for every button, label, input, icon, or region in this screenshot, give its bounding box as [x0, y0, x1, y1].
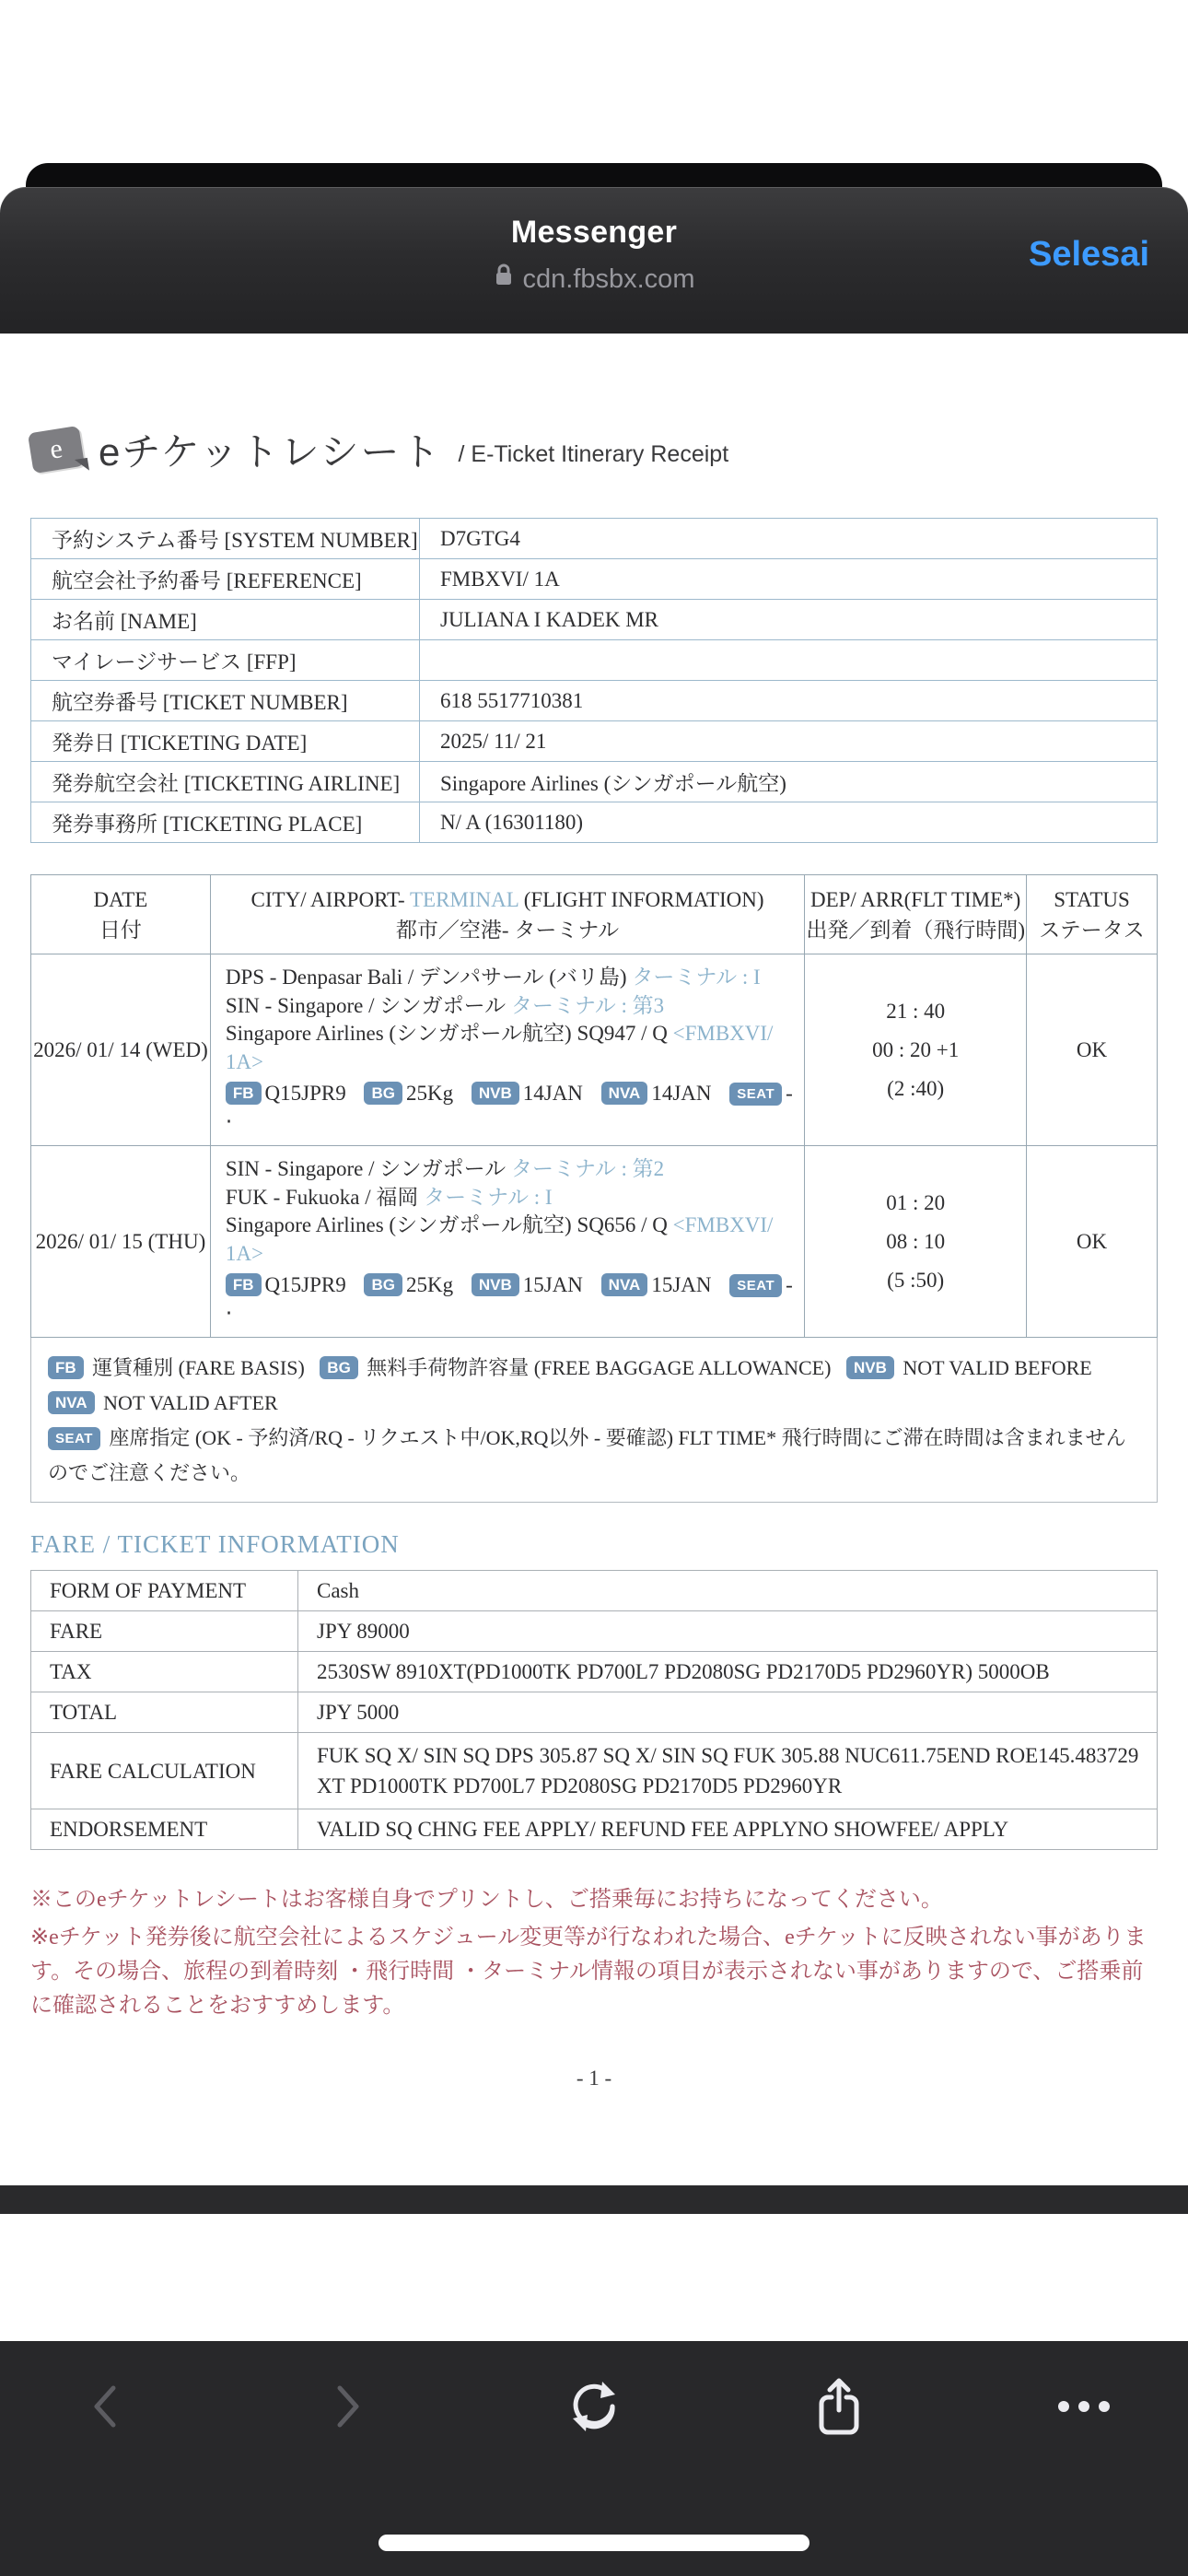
fare-badges: FB Q15JPR9 BG 25Kg NVB 14JAN NVA 14JAN SEAT - ⋅ [225, 1082, 793, 1133]
browser-title: Messenger [510, 215, 678, 250]
legend [30, 1338, 1158, 1503]
more-button[interactable] [1052, 2380, 1116, 2437]
status-badge: OK [1027, 1146, 1158, 1338]
flight-date: 2026/ 01/ 15 (THU) [31, 1146, 211, 1338]
note-line: ※このeチケットレシートはお客様自身でプリントし、ご搭乗毎にお持ちになってください。 [30, 1888, 943, 1912]
flight-details: SIN - Singapore / シンガポール ターミナル : 第2 FUK - Fukuoka / 福岡 ターミナル : I Singapore Airlines (シンガポール航空) SQ656 / Q <FMBXVI/ 1A> FB Q15JPR9 BG 25Kg NVB 15JAN NVA 15JAN SEAT - ⋅ [210, 1146, 804, 1338]
url-text: cdn.fbsbx.com [522, 263, 695, 294]
home-indicator[interactable] [379, 2535, 809, 2551]
row-label: 発券事務所 [TICKETING PLACE] [31, 802, 420, 843]
row-value: FMBXVI/ 1A [420, 559, 1158, 600]
note-line: ※eチケット発券後に航空会社によるスケジュール変更等が行なわれた場合、eチケットに反映されない事があります。その場合、旅程の到着時刻 ・飛行時間 ・ターミナル情報の項目が表示されない事がありますので、ご搭乗前に確認されることをおすすめします。 [30, 1926, 1147, 2018]
eticket-document [0, 334, 1188, 2185]
table-row [31, 559, 1158, 600]
table-row [31, 519, 1158, 559]
row-label: 発券日 [TICKETING DATE] [31, 721, 420, 762]
row-value: Singapore Airlines (シンガポール航空) [420, 762, 1158, 802]
table-row [31, 1733, 1158, 1809]
row-value: D7GTG4 [420, 519, 1158, 559]
ellipsis-icon [1055, 2397, 1112, 2420]
row-label: 予約システム番号 [SYSTEM NUMBER] [31, 519, 420, 559]
nvb-badge: NVB [846, 1356, 894, 1379]
table-row [31, 1692, 1158, 1733]
row-label: マイレージサービス [FFP] [31, 640, 420, 681]
header-date: DATE [93, 887, 148, 911]
fb-badge: FB [226, 1082, 262, 1105]
row-value: Cash [298, 1571, 1158, 1611]
row-value: JPY 89000 [298, 1611, 1158, 1652]
row-label: 航空券番号 [TICKET NUMBER] [31, 681, 420, 721]
row-value: 2025/ 11/ 21 [420, 721, 1158, 762]
table-row [31, 1571, 1158, 1611]
flight-times: 21 : 40 00 : 20 +1 (2 :40) [805, 954, 1027, 1146]
nva-badge: NVA [601, 1273, 648, 1296]
row-value: FUK SQ X/ SIN SQ DPS 305.87 SQ X/ SIN SQ FUK 305.88 NUC611.75END ROE145.483729 XT PD1000TK PD700L7 PD2080SG PD2170D5 PD2960YR [298, 1733, 1158, 1809]
seat-badge: SEAT [729, 1274, 782, 1297]
flight-details: DPS - Denpasar Bali / デンパサール (バリ島) ターミナル : I SIN - Singapore / シンガポール ターミナル : 第3 Singapore Airlines (シンガポール航空) SQ947 / Q <FMBXVI/ 1A> FB Q15JPR9 BG 25Kg NVB 14JAN NVA 14JAN SEAT - ⋅ [210, 954, 804, 1146]
table-row [31, 1611, 1158, 1652]
reload-icon [567, 2378, 621, 2440]
bg-badge: BG [364, 1082, 402, 1105]
url-bar[interactable] [0, 263, 1188, 296]
row-label: TAX [31, 1652, 298, 1692]
flight-times: 01 : 20 08 : 10 (5 :50) [805, 1146, 1027, 1338]
browser-header [0, 187, 1188, 334]
table-row [31, 802, 1158, 843]
row-label: FARE CALCULATION [31, 1733, 298, 1809]
seat-badge: SEAT [48, 1427, 100, 1450]
seat-badge: SEAT [729, 1083, 782, 1106]
nvb-badge: NVB [472, 1082, 519, 1105]
forward-button[interactable] [317, 2380, 381, 2437]
chevron-left-icon [86, 2381, 122, 2437]
fare-table [30, 1570, 1158, 1850]
page-subtitle: / E-Ticket Itinerary Receipt [458, 440, 729, 467]
fb-badge: FB [226, 1273, 262, 1296]
table-row [31, 762, 1158, 802]
row-value: VALID SQ CHNG FEE APPLY/ REFUND FEE APPLYNO SHOWFEE/ APPLY [298, 1809, 1158, 1850]
footer-notes [30, 1883, 1158, 2023]
content-separator [0, 2185, 1188, 2214]
row-label: TOTAL [31, 1692, 298, 1733]
flight-date: 2026/ 01/ 14 (WED) [31, 954, 211, 1146]
table-row [31, 1652, 1158, 1692]
row-value: JULIANA I KADEK MR [420, 600, 1158, 640]
nva-badge: NVA [601, 1082, 648, 1105]
share-button[interactable] [807, 2380, 871, 2437]
row-label: お名前 [NAME] [31, 600, 420, 640]
row-value [420, 640, 1158, 681]
flight-table-header: DATE 日付 CITY/ AIRPORT- TERMINAL (FLIGHT INFORMATION) 都市／空港- ターミナル DEP/ ARR(FLT TIME*) 出発／到着（飛行時間) STATUS ステータス [31, 875, 1158, 954]
status-badge: OK [1027, 954, 1158, 1146]
row-value: 618 5517710381 [420, 681, 1158, 721]
header-status: STATUS [1054, 887, 1130, 911]
header-dep-arr: DEP/ ARR(FLT TIME*) [809, 887, 1021, 911]
row-label: ENDORSEMENT [31, 1809, 298, 1850]
page-title: eチケットレシート [99, 430, 442, 474]
chevron-right-icon [331, 2381, 367, 2437]
flight-row [31, 954, 1158, 1146]
ticket-info-table [30, 518, 1158, 843]
row-label: FORM OF PAYMENT [31, 1571, 298, 1611]
share-icon [816, 2377, 862, 2441]
fare-badges: FB Q15JPR9 BG 25Kg NVB 15JAN NVA 15JAN SEAT - ⋅ [225, 1273, 793, 1325]
lock-icon [494, 263, 514, 296]
legend-line-1: FB 運賃種別 (FARE BASIS) BG 無料手荷物許容量 (FREE BAGGAGE ALLOWANCE) NVB NOT VALID BEFORE NVA NOT VALID AFTER [48, 1351, 1140, 1421]
row-value: N/ A (16301180) [420, 802, 1158, 843]
row-label: 航空会社予約番号 [REFERENCE] [31, 559, 420, 600]
nva-badge: NVA [48, 1391, 95, 1414]
table-row [31, 640, 1158, 681]
back-button[interactable] [72, 2380, 136, 2437]
row-label: FARE [31, 1611, 298, 1652]
header-city: CITY/ AIRPORT- [250, 887, 410, 911]
table-row [31, 681, 1158, 721]
legend-line-2: SEAT 座席指定 (OK - 予約済/RQ - リクエスト中/OK,RQ以外 - 要確認) FLT TIME* 飛行時間にご滞在時間は含まれませんのでご注意ください。 [48, 1426, 1126, 1484]
flight-row [31, 1146, 1158, 1338]
bg-badge: BG [320, 1356, 358, 1379]
table-row [31, 721, 1158, 762]
bg-badge: BG [364, 1273, 402, 1296]
reload-button[interactable] [562, 2380, 626, 2437]
row-label: 発券航空会社 [TICKETING AIRLINE] [31, 762, 420, 802]
fare-section-heading: FARE / TICKET INFORMATION [30, 1530, 400, 1558]
done-button[interactable]: Selesai [1029, 235, 1149, 274]
nvb-badge: NVB [472, 1273, 519, 1296]
eticket-icon: e [28, 426, 85, 474]
row-value: 2530SW 8910XT(PD1000TK PD700L7 PD2080SG PD2170D5 PD2960YR) 5000OB [298, 1652, 1158, 1692]
table-row [31, 1809, 1158, 1850]
fb-badge: FB [48, 1356, 84, 1379]
document-header [30, 422, 1158, 477]
row-value: JPY 5000 [298, 1692, 1158, 1733]
page-number: - 1 - [576, 2067, 612, 2090]
flight-table [30, 874, 1158, 1338]
table-row [31, 600, 1158, 640]
